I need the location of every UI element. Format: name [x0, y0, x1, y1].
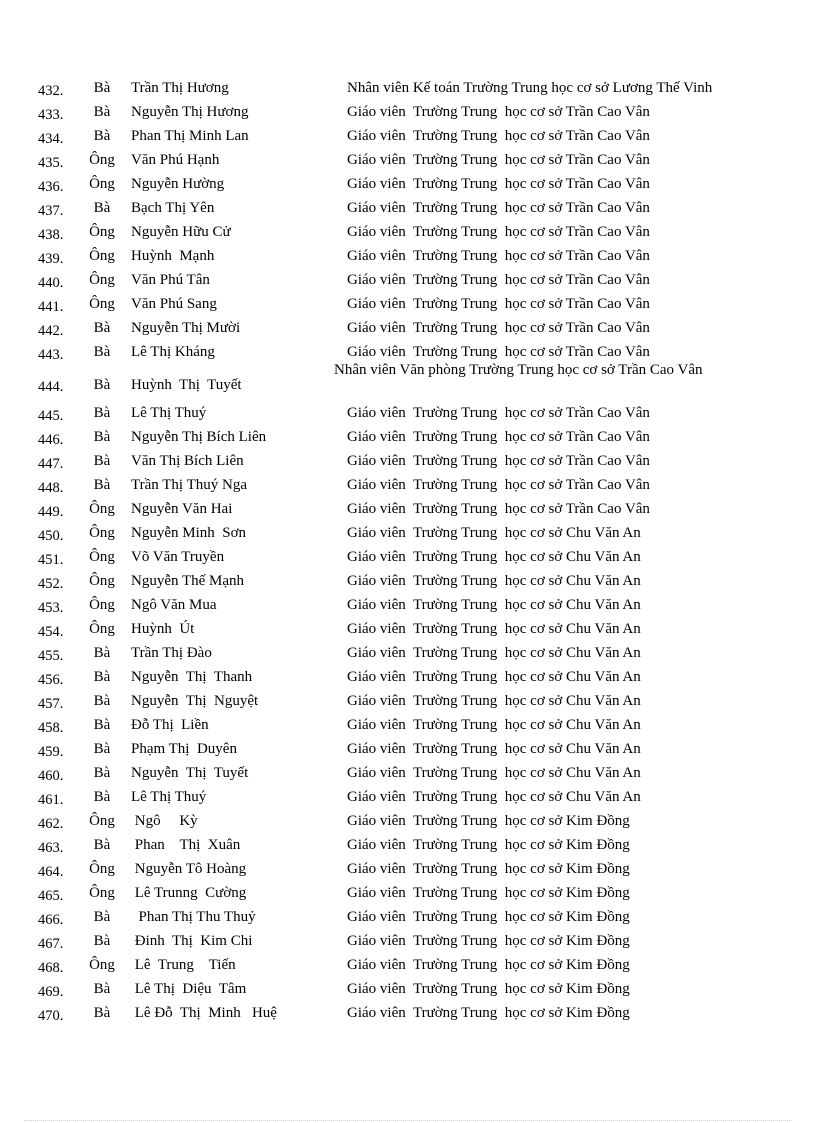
honorific: Ông: [89, 248, 115, 264]
position-description: Giáo viên Trường Trung học cơ sở Trần Cao Vân: [347, 104, 650, 120]
position-description: Giáo viên Trường Trung học cơ sở Trần Cao Vân: [347, 200, 650, 216]
person-name: Văn Thị Bích Liên: [131, 453, 244, 469]
row-number: 450.: [38, 528, 64, 544]
list-item: [0, 78, 816, 102]
position-description: Giáo viên Trường Trung học cơ sở Trần Cao Vân: [347, 224, 650, 240]
row-number: 469.: [38, 984, 64, 1000]
honorific: Bà: [93, 645, 111, 661]
person-name: Võ Văn Truyền: [131, 549, 225, 565]
honorific: Ông: [89, 957, 115, 973]
person-name: Nguyễn Thị Nguyệt: [131, 693, 259, 709]
row-number: 449.: [38, 504, 64, 520]
list-item: [0, 931, 816, 955]
row-number: 433.: [38, 107, 64, 123]
position-description: Giáo viên Trường Trung học cơ sở Kim Đồng: [347, 957, 630, 973]
row-number: 466.: [38, 912, 64, 928]
position-description: Nhân viên Văn phòng Trường Trung học cơ sở Trần Cao Vân: [334, 362, 703, 378]
honorific: Bà: [93, 405, 111, 421]
row-number: 446.: [38, 432, 64, 448]
honorific: Bà: [93, 453, 111, 469]
person-name: Lê Trunng Cường: [131, 885, 247, 901]
list-item: [0, 499, 816, 523]
position-description: Giáo viên Trường Trung học cơ sở Trần Cao Vân: [347, 405, 650, 421]
person-name: Nguyễn Hữu Cử: [131, 224, 231, 240]
honorific: Ông: [89, 525, 115, 541]
list-item: [0, 362, 816, 403]
person-name: Trần Thị Đào: [131, 645, 212, 661]
honorific: Ông: [89, 885, 115, 901]
row-number: 440.: [38, 275, 64, 291]
row-number: 462.: [38, 816, 64, 832]
row-number: 453.: [38, 600, 64, 616]
list-item: [0, 1003, 816, 1027]
position-description: Giáo viên Trường Trung học cơ sở Trần Cao Vân: [347, 128, 650, 144]
list-item: [0, 907, 816, 931]
position-description: Giáo viên Trường Trung học cơ sở Kim Đồng: [347, 885, 630, 901]
row-number: 459.: [38, 744, 64, 760]
honorific: Bà: [93, 377, 111, 393]
list-item: [0, 451, 816, 475]
person-name: Nguyễn Thị Tuyết: [131, 765, 249, 781]
honorific: Ông: [89, 176, 115, 192]
position-description: Giáo viên Trường Trung học cơ sở Trần Cao Vân: [347, 296, 650, 312]
row-number: 465.: [38, 888, 64, 904]
honorific: Bà: [93, 909, 111, 925]
position-description: Giáo viên Trường Trung học cơ sở Chu Văn An: [347, 597, 641, 613]
person-name: Lê Thị Thuý: [131, 405, 207, 421]
person-name: Đỗ Thị Liền: [131, 717, 209, 733]
list-item: [0, 403, 816, 427]
list-item: [0, 763, 816, 787]
position-description: Giáo viên Trường Trung học cơ sở Chu Văn An: [347, 573, 641, 589]
honorific: Bà: [93, 765, 111, 781]
position-description: Giáo viên Trường Trung học cơ sở Kim Đồng: [347, 981, 630, 997]
person-name: Trần Thị Thuý Nga: [131, 477, 247, 493]
staff-list: [0, 78, 816, 1027]
person-name: Phạm Thị Duyên: [131, 741, 237, 757]
person-name: Văn Phú Sang: [131, 296, 217, 312]
list-item: [0, 270, 816, 294]
row-number: 455.: [38, 648, 64, 664]
person-name: Văn Phú Tân: [131, 272, 210, 288]
list-item: [0, 294, 816, 318]
list-item: [0, 859, 816, 883]
honorific: Ông: [89, 597, 115, 613]
position-description: Giáo viên Trường Trung học cơ sở Chu Văn An: [347, 669, 641, 685]
list-item: [0, 318, 816, 342]
position-description: Giáo viên Trường Trung học cơ sở Trần Cao Vân: [347, 501, 650, 517]
row-number: 441.: [38, 299, 64, 315]
person-name: Lê Thị Kháng: [131, 344, 215, 360]
row-number: 451.: [38, 552, 64, 568]
row-number: 432.: [38, 83, 64, 99]
honorific: Bà: [93, 933, 111, 949]
row-number: 438.: [38, 227, 64, 243]
row-number: 463.: [38, 840, 64, 856]
list-item: [0, 835, 816, 859]
person-name: Nguyễn Tô Hoàng: [131, 861, 247, 877]
position-description: Giáo viên Trường Trung học cơ sở Trần Cao Vân: [347, 453, 650, 469]
person-name: Huỳnh Út: [131, 621, 195, 637]
honorific: Bà: [93, 477, 111, 493]
honorific: Bà: [93, 200, 111, 216]
list-item: [0, 979, 816, 1003]
list-item: [0, 222, 816, 246]
honorific: Bà: [93, 717, 111, 733]
position-description: Giáo viên Trường Trung học cơ sở Chu Văn An: [347, 525, 641, 541]
list-item: [0, 787, 816, 811]
row-number: 444.: [38, 379, 64, 395]
row-number: 457.: [38, 696, 64, 712]
honorific: Bà: [93, 429, 111, 445]
position-description: Giáo viên Trường Trung học cơ sở Trần Cao Vân: [347, 272, 650, 288]
honorific: Bà: [93, 981, 111, 997]
list-item: [0, 126, 816, 150]
list-item: [0, 427, 816, 451]
position-description: Giáo viên Trường Trung học cơ sở Chu Văn An: [347, 645, 641, 661]
row-number: 460.: [38, 768, 64, 784]
person-name: Lê Thị Thuý: [131, 789, 207, 805]
person-name: Huỳnh Mạnh: [131, 248, 215, 264]
person-name: Nguyễn Thị Mười: [131, 320, 241, 336]
list-item: [0, 811, 816, 835]
list-item: [0, 523, 816, 547]
list-item: [0, 883, 816, 907]
list-item: [0, 619, 816, 643]
row-number: 470.: [38, 1008, 64, 1024]
list-item: [0, 667, 816, 691]
person-name: Ngô Kỳ: [131, 813, 198, 829]
list-item: [0, 174, 816, 198]
honorific: Bà: [93, 128, 111, 144]
honorific: Ông: [89, 224, 115, 240]
list-item: [0, 691, 816, 715]
row-number: 448.: [38, 480, 64, 496]
person-name: Văn Phú Hạnh: [131, 152, 220, 168]
person-name: Nguyễn Thị Hương: [131, 104, 249, 120]
honorific: Bà: [93, 741, 111, 757]
position-description: Giáo viên Trường Trung học cơ sở Chu Văn An: [347, 765, 641, 781]
position-description: Giáo viên Trường Trung học cơ sở Trần Cao Vân: [347, 344, 650, 360]
honorific: Bà: [93, 837, 111, 853]
person-name: Ngô Văn Mua: [131, 597, 217, 613]
list-item: [0, 475, 816, 499]
row-number: 437.: [38, 203, 64, 219]
honorific: Bà: [93, 693, 111, 709]
person-name: Phan Thị Thu Thuỷ: [131, 909, 256, 925]
list-item: [0, 739, 816, 763]
list-item: [0, 102, 816, 126]
list-item: [0, 955, 816, 979]
person-name: Nguyễn Thế Mạnh: [131, 573, 245, 589]
honorific: Ông: [89, 152, 115, 168]
position-description: Giáo viên Trường Trung học cơ sở Trần Cao Vân: [347, 429, 650, 445]
row-number: 467.: [38, 936, 64, 952]
honorific: Ông: [89, 861, 115, 877]
position-description: Giáo viên Trường Trung học cơ sở Trần Cao Vân: [347, 320, 650, 336]
position-description: Giáo viên Trường Trung học cơ sở Chu Văn An: [347, 741, 641, 757]
list-item: [0, 246, 816, 270]
person-name: Nguyễn Hường: [131, 176, 225, 192]
row-number: 439.: [38, 251, 64, 267]
position-description: Giáo viên Trường Trung học cơ sở Chu Văn An: [347, 789, 641, 805]
person-name: Phan Thị Xuân: [131, 837, 241, 853]
person-name: Nguyễn Minh Sơn: [131, 525, 247, 541]
list-item: [0, 595, 816, 619]
person-name: Nguyễn Văn Hai: [131, 501, 233, 517]
person-name: Lê Đỗ Thị Minh Huệ: [131, 1005, 277, 1021]
honorific: Bà: [93, 1005, 111, 1021]
position-description: Giáo viên Trường Trung học cơ sở Kim Đồng: [347, 861, 630, 877]
list-item: [0, 547, 816, 571]
honorific: Bà: [93, 320, 111, 336]
position-description: Giáo viên Trường Trung học cơ sở Chu Văn An: [347, 621, 641, 637]
honorific: Ông: [89, 272, 115, 288]
row-number: 447.: [38, 456, 64, 472]
row-number: 464.: [38, 864, 64, 880]
honorific: Ông: [89, 549, 115, 565]
position-description: Giáo viên Trường Trung học cơ sở Kim Đồng: [347, 933, 630, 949]
row-number: 445.: [38, 408, 64, 424]
honorific: Ông: [89, 296, 115, 312]
person-name: Phan Thị Minh Lan: [131, 128, 249, 144]
row-number: 454.: [38, 624, 64, 640]
position-description: Giáo viên Trường Trung học cơ sở Trần Cao Vân: [347, 176, 650, 192]
row-number: 443.: [38, 347, 64, 363]
position-description: Giáo viên Trường Trung học cơ sở Chu Văn An: [347, 717, 641, 733]
position-description: Giáo viên Trường Trung học cơ sở Kim Đồng: [347, 837, 630, 853]
row-number: 458.: [38, 720, 64, 736]
honorific: Bà: [93, 789, 111, 805]
honorific: Ông: [89, 573, 115, 589]
person-name: Nguyễn Thị Bích Liên: [131, 429, 267, 445]
honorific: Bà: [93, 344, 111, 360]
row-number: 442.: [38, 323, 64, 339]
list-item: [0, 198, 816, 222]
position-description: Giáo viên Trường Trung học cơ sở Trần Cao Vân: [347, 248, 650, 264]
honorific: Ông: [89, 501, 115, 517]
row-number: 456.: [38, 672, 64, 688]
position-description: Giáo viên Trường Trung học cơ sở Kim Đồng: [347, 909, 630, 925]
row-number: 452.: [38, 576, 64, 592]
position-description: Giáo viên Trường Trung học cơ sở Trần Cao Vân: [347, 477, 650, 493]
list-item: [0, 150, 816, 174]
person-name: Huỳnh Thị Tuyết: [131, 377, 242, 393]
list-item: [0, 715, 816, 739]
list-item: [0, 643, 816, 667]
honorific: Bà: [93, 104, 111, 120]
honorific: Ông: [89, 813, 115, 829]
honorific: Bà: [93, 80, 111, 96]
list-item: [0, 571, 816, 595]
person-name: Lê Thị Diệu Tâm: [131, 981, 247, 997]
row-number: 434.: [38, 131, 64, 147]
position-description: Giáo viên Trường Trung học cơ sở Trần Cao Vân: [347, 152, 650, 168]
position-description: Giáo viên Trường Trung học cơ sở Kim Đồng: [347, 1005, 630, 1021]
person-name: Đinh Thị Kim Chi: [131, 933, 253, 949]
person-name: Trần Thị Hương: [131, 80, 229, 96]
person-name: Lê Trung Tiến: [131, 957, 236, 973]
person-name: Bạch Thị Yên: [131, 200, 215, 216]
page-bottom-divider: [24, 1120, 792, 1121]
position-description: Giáo viên Trường Trung học cơ sở Chu Văn An: [347, 549, 641, 565]
position-description: Giáo viên Trường Trung học cơ sở Kim Đồng: [347, 813, 630, 829]
row-number: 461.: [38, 792, 64, 808]
honorific: Ông: [89, 621, 115, 637]
person-name: Nguyễn Thị Thanh: [131, 669, 253, 685]
honorific: Bà: [93, 669, 111, 685]
position-description: Giáo viên Trường Trung học cơ sở Chu Văn An: [347, 693, 641, 709]
position-description: Nhân viên Kế toán Trường Trung học cơ sở Lương Thế Vinh: [347, 80, 713, 96]
row-number: 436.: [38, 179, 64, 195]
row-number: 435.: [38, 155, 64, 171]
row-number: 468.: [38, 960, 64, 976]
